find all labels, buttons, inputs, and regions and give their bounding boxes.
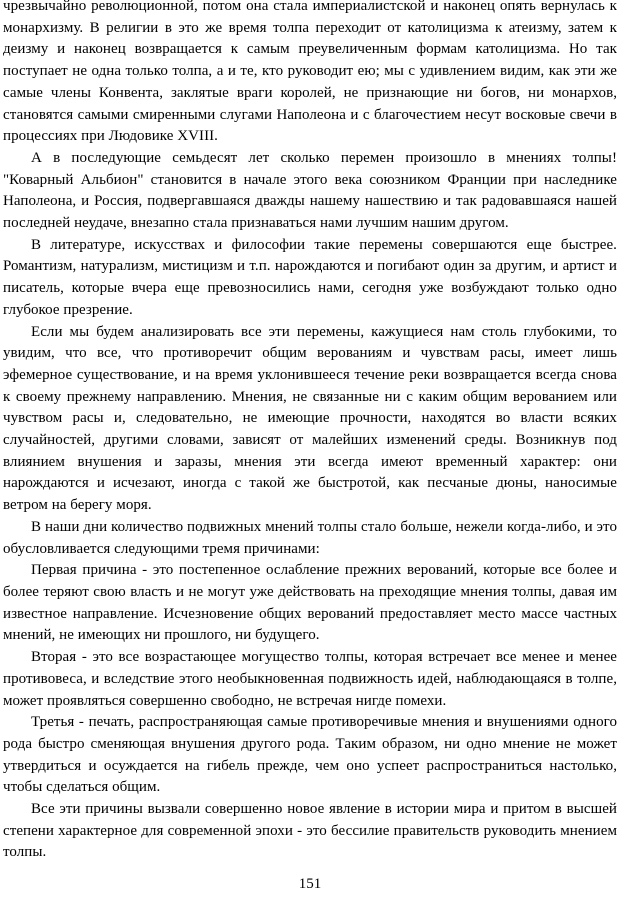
page-body-text [3,0,617,864]
paragraph: Первая причина - это постепенное ослабление прежних верований, которые все более и более теряют свою власть и не могут уже действовать на преходящие мнения толпы, давая им известное направление. Исчезновение общих верований предоставляет место массе частных мнений, не имеющих ни прошлого, ни будущего. [3,562,617,644]
paragraph: А в последующие семьдесят лет сколько перемен произошло в мнениях толпы! "Коварный Альбион" становится в начале этого века союзником Франции при наследнике Наполеона, и Россия, подвергавшаяся дважды нашему нашествию и так радовавшаяся нашей последней неудаче, внезапно стала признаваться нами лучшим нашим другом. [3,149,617,232]
page-number: 151 [298,876,322,892]
paragraph: Вторая - это все возрастающее могущество толпы, которая встречает все менее и менее противовеса, и вследствие этого необыкновенная подвижность идей, наблюдающаяся в толпе, может проявляться совершенно свободно, не встречая нигде помехи. [3,649,617,709]
paragraph: Если мы будем анализировать все эти перемены, кажущиеся нам столь глубокими, то увидим, что все, что противоречит общим верованиям и чувствам расы, имеет лишь эфемерное существование, и на время уклонившееся течение реки возвращается всегда снова к своему прежнему направлению. Мнения, не связанные ни с каким общим верованием или чувством расы и, следовательно, не имеющие прочности, находятся во власти всяких случайностей, другими словами, зависят от малейших изменений среды. Возникнув под влиянием внушения и заразы, мнения эти всегда имеют временный характер: они нарождаются и исчезают, иногда с такой же быстротой, как песчаные дюны, наносимые ветром на берегу моря. [3,323,617,514]
paragraph: Все эти причины вызвали совершенно новое явление в истории мира и притом в высшей степени характерное для современной эпохи - это бессилие правительств руководить мнением толпы. [3,801,617,861]
paragraph: В литературе, искусствах и философии такие перемены совершаются еще быстрее. Романтизм, натурализм, мистицизм и т.п. нарождаются и погибают один за другим, и артист и писатель, которые вчера еще превозносились нами, сегодня уже возбуждают только одно глубокое презрение. [3,236,617,318]
paragraph-continuation: чрезвычайно революционной, потом она стала империалистской и наконец опять вернулась к монархизму. В религии в это же время толпа переходит от католицизма к атеизму, затем к деизму и наконец возвращается к самым преувеличенным формам католицизма. Но так поступает не одна только толпа, а и те, кто руководит ею; мы с удивлением видим, как эти же самые члены Конвента, заклятые враги королей, не признающие ни богов, ни монархов, становятся самыми смиренными слугами Наполеона и с благочестием несут восковые свечи в процессиях при Людовике XVIII. [3,0,617,145]
paragraph: Третья - печать, распространяющая самые противоречивые мнения и внушениями одного рода быстро сменяющая внушения другого рода. Таким образом, ни одно мнение не может утвердиться и осуждается на гибель прежде, чем оно успеет распространиться настолько, чтобы сделаться общим. [3,714,617,796]
paragraph: В наши дни количество подвижных мнений толпы стало больше, нежели когда-либо, и это обусловливается следующими тремя причинами: [3,518,617,557]
